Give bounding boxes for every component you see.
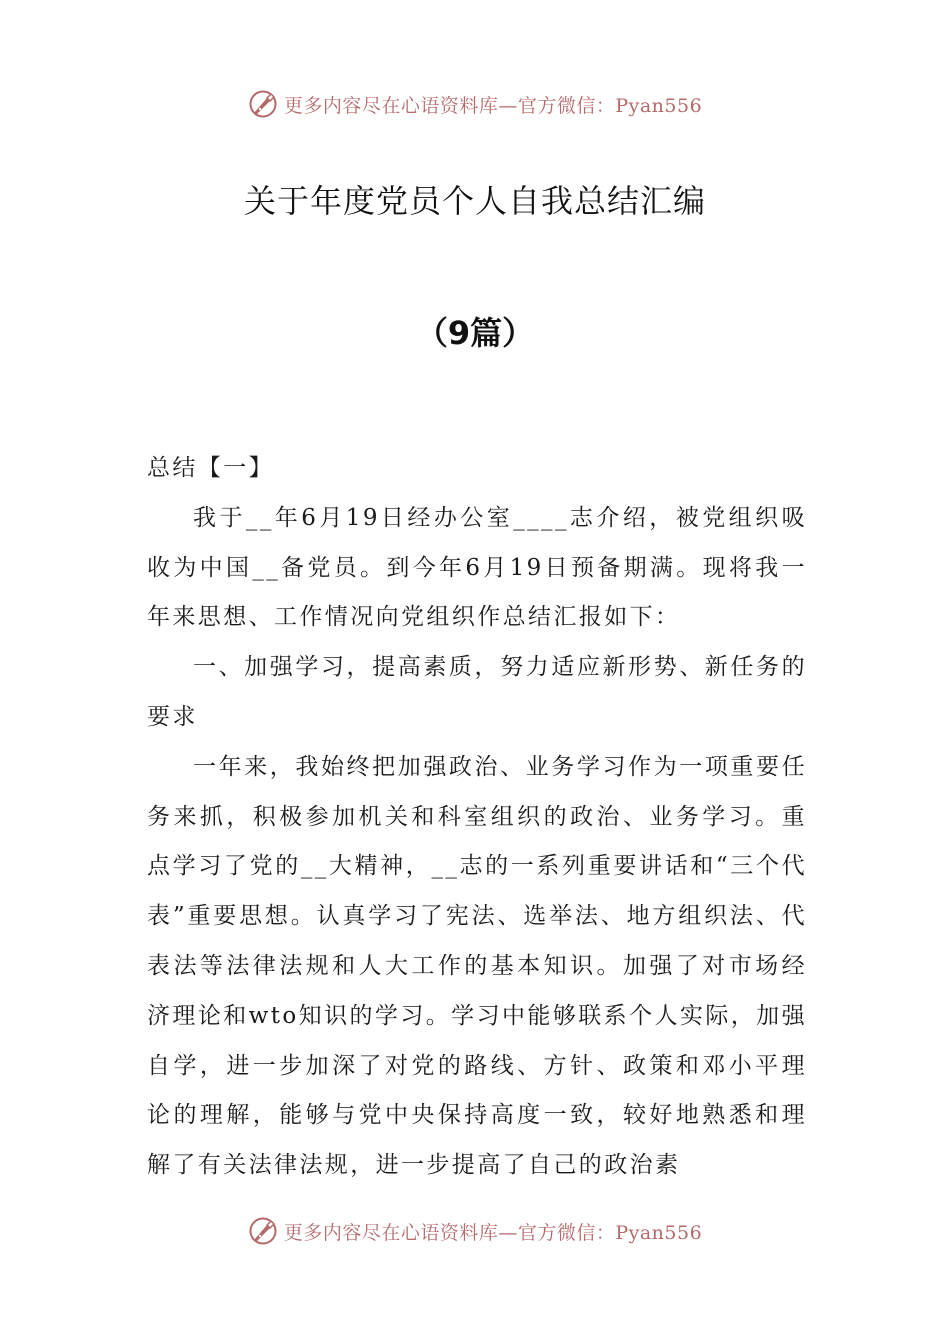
body-paragraph: 一年来，我始终把加强政治、业务学习作为一项重要任务来抓，积极参加机关和科室组织的政治、业务学习。重点学习了党的__大精神，__志的一系列重要讲话和“三个代表”重要思想。认真学习了宪法、选举法、地方组织法、代表法等法律法规和人大工作的基本知识。加强了对市场经济理论和wto知识的学习。学习中能够联系个人实际，加强自学，进一步加深了对党的路线、方针、政策和邓小平理论的理解，能够与党中央保持高度一致，较好地熟悉和理解了有关法律法规，进一步提高了自己的政治素 — [147, 753, 807, 1179]
watermark-header — [0, 84, 950, 124]
document-title: 关于年度党员个人自我总结汇编 — [243, 182, 706, 220]
watermark-text: 更多内容尽在心语资料库—官方微信：Pyan556 — [283, 94, 703, 117]
pen-nib-logo-icon — [248, 1216, 278, 1246]
pen-nib-logo-icon — [248, 89, 278, 119]
watermark-text: 更多内容尽在心语资料库—官方微信：Pyan556 — [283, 1221, 703, 1244]
body-paragraph: 一、加强学习，提高素质，努力适应新形势、新任务的要求 — [147, 654, 807, 730]
watermark-footer — [0, 1211, 950, 1251]
document-subtitle: （9篇） — [415, 314, 535, 352]
document-body — [147, 444, 807, 1191]
section-heading: 总结【一】 — [147, 455, 274, 481]
body-paragraph: 我于__年6月19日经办公室____志介绍，被党组织吸收为中国__备党员。到今年6月19日预备期满。现将我一年来思想、工作情况向党组织作总结汇报如下： — [147, 504, 807, 631]
